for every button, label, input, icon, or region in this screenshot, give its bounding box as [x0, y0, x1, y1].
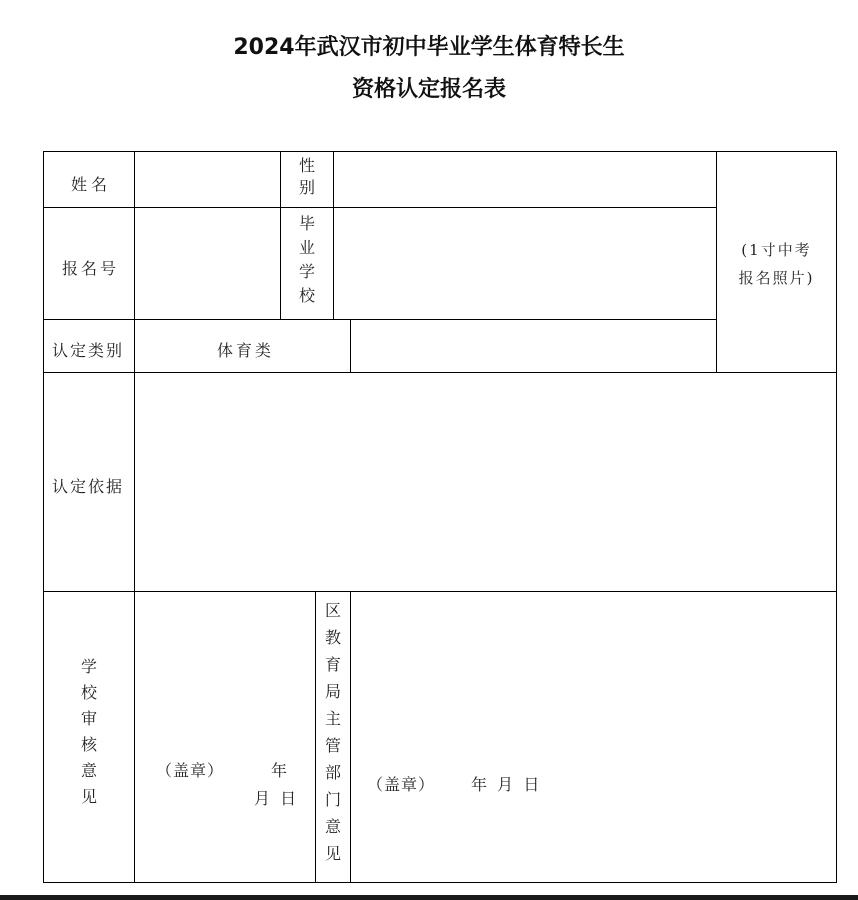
- school-seal-label: （盖章）: [156, 761, 225, 780]
- school-review-field[interactable]: [135, 592, 315, 882]
- basis-label: 认定依据: [52, 477, 125, 496]
- school-date-year: 年: [271, 761, 288, 780]
- category-value: 体育类: [217, 341, 275, 360]
- district-review-label-char: 局: [324, 681, 341, 701]
- category-label: 认定类别: [52, 341, 125, 360]
- district-review-label-char: 主: [324, 708, 341, 728]
- gender-label: [281, 152, 333, 207]
- school-review-label-char: 见: [80, 787, 97, 806]
- school-review-label-char: 校: [80, 683, 97, 702]
- school-field[interactable]: [334, 208, 716, 319]
- district-review-label-char: 意: [324, 816, 341, 836]
- name-field[interactable]: [135, 152, 280, 207]
- district-review-label-char: 管: [324, 735, 341, 755]
- school-label: [281, 208, 333, 319]
- form-title-line1: 2024年武汉市初中毕业学生体育特长生: [233, 35, 625, 60]
- district-review-label-char: 教: [324, 627, 341, 647]
- school-label-char: 校: [298, 285, 315, 305]
- school-review-label-char: 意: [80, 761, 97, 780]
- school-date-month-day: 月 日: [254, 789, 297, 808]
- gender-label-char: 性: [298, 155, 315, 175]
- gender-field[interactable]: [334, 152, 716, 207]
- photo-caption-line2: 报名照片): [738, 269, 815, 287]
- school-review-label-char: 学: [80, 657, 97, 676]
- school-label-char: 学: [298, 261, 315, 281]
- table-border-bottom: [43, 882, 837, 883]
- district-date: 年 月 日: [471, 775, 540, 794]
- district-review-label-char: 育: [324, 654, 341, 674]
- photo-caption-line1: (1寸中考: [741, 241, 812, 259]
- form-title-line2: 资格认定报名表: [351, 77, 506, 102]
- bottom-edge-bar: [0, 895, 858, 900]
- school-review-label-char: 核: [80, 735, 97, 754]
- registration-number-field[interactable]: [135, 208, 280, 319]
- district-review-label-char: 区: [324, 600, 341, 620]
- district-seal-label: （盖章）: [367, 775, 436, 794]
- school-review-label-char: 审: [80, 709, 97, 728]
- district-review-label: [316, 600, 350, 875]
- school-review-label: [44, 592, 134, 882]
- school-label-char: 业: [298, 237, 315, 257]
- district-review-field[interactable]: [351, 592, 836, 882]
- basis-field[interactable]: [135, 373, 836, 591]
- registration-number-label: 报名号: [62, 259, 120, 278]
- school-label-char: 毕: [298, 213, 315, 233]
- district-review-label-char: 门: [324, 789, 341, 809]
- category-extra-field[interactable]: [351, 320, 716, 372]
- district-review-label-char: 部: [324, 762, 341, 782]
- photo-placeholder[interactable]: [717, 236, 836, 292]
- name-label: 姓名: [71, 175, 112, 194]
- gender-label-char: 别: [298, 177, 315, 197]
- district-review-label-char: 见: [324, 843, 341, 863]
- table-border-right: [836, 151, 837, 883]
